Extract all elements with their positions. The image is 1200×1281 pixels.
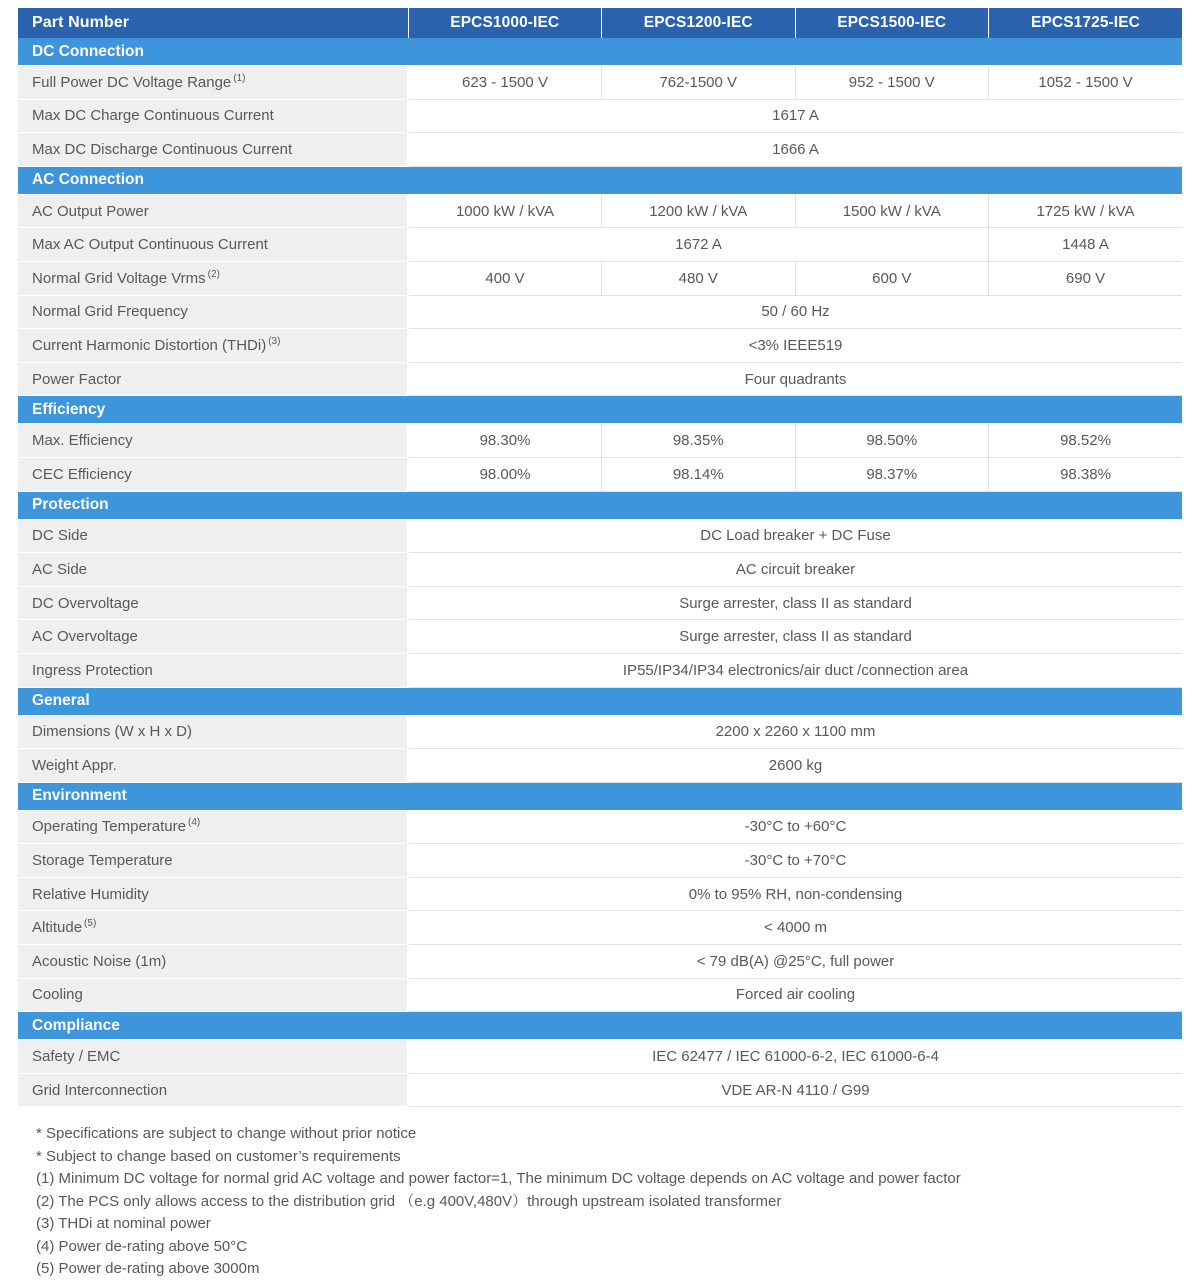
row-label-cell	[18, 295, 408, 329]
table-row	[18, 877, 1182, 911]
footnote-line: (1) Minimum DC voltage for normal grid AC voltage and power factor=1, The minimum DC voltage depends on AC voltage and power factor	[36, 1170, 961, 1188]
section-header-row	[18, 687, 1182, 715]
row-value-cell: 98.38%	[989, 457, 1183, 491]
section-title: Protection	[18, 491, 1182, 519]
table-row	[18, 66, 1182, 100]
footnotes-block	[18, 1123, 1182, 1281]
row-label-cell	[18, 66, 408, 100]
row-label: CEC Efficiency	[32, 465, 132, 483]
section-title: Efficiency	[18, 396, 1182, 424]
table-row	[18, 295, 1182, 329]
row-label-cell	[18, 362, 408, 396]
row-label-cell	[18, 586, 408, 620]
row-value-cell: 98.14%	[602, 457, 796, 491]
row-label: Cooling	[32, 986, 83, 1004]
row-value-cell: 600 V	[795, 261, 989, 295]
section-header-row	[18, 396, 1182, 424]
table-row	[18, 133, 1182, 167]
row-label: Max AC Output Continuous Current	[32, 236, 268, 254]
section-header-row	[18, 491, 1182, 519]
row-value-cell: 98.50%	[795, 424, 989, 458]
row-label-cell	[18, 1040, 408, 1074]
footnote-marker: (4)	[187, 817, 201, 829]
table-row	[18, 228, 1182, 262]
row-value-cell: DC Load breaker + DC Fuse	[408, 519, 1182, 553]
row-label: Relative Humidity	[32, 885, 149, 903]
row-value-cell: IEC 62477 / IEC 61000-6-2, IEC 61000-6-4	[408, 1040, 1182, 1074]
row-label-cell	[18, 329, 408, 363]
row-value-cell: Four quadrants	[408, 362, 1182, 396]
section-title: General	[18, 687, 1182, 715]
section-header-row	[18, 38, 1182, 66]
row-label-cell	[18, 261, 408, 295]
header-column-3: EPCS1500-IEC	[795, 8, 989, 38]
row-value-cell: 1000 kW / kVA	[408, 194, 602, 228]
row-value-cell: AC circuit breaker	[408, 553, 1182, 587]
row-label: Operating Temperature	[32, 818, 186, 836]
row-label-cell	[18, 457, 408, 491]
row-value-cell: 1666 A	[408, 133, 1182, 167]
row-value-cell: VDE AR-N 4110 / G99	[408, 1073, 1182, 1107]
section-header-row	[18, 166, 1182, 194]
row-value-cell: 1617 A	[408, 99, 1182, 133]
row-value-cell: 2200 x 2260 x 1100 mm	[408, 715, 1182, 749]
row-label-cell	[18, 620, 408, 654]
row-value-cell: 2600 kg	[408, 749, 1182, 783]
table-row	[18, 194, 1182, 228]
row-label: Power Factor	[32, 370, 122, 388]
row-label: Storage Temperature	[32, 852, 173, 870]
table-row	[18, 1073, 1182, 1107]
table-row	[18, 844, 1182, 878]
table-row	[18, 653, 1182, 687]
row-value-cell: 1200 kW / kVA	[602, 194, 796, 228]
table-row	[18, 749, 1182, 783]
row-label-cell	[18, 877, 408, 911]
footnote-marker: (3)	[268, 335, 281, 347]
footnote-marker: (1)	[233, 72, 246, 84]
row-value-cell: 952 - 1500 V	[795, 66, 989, 100]
row-label: AC Overvoltage	[32, 628, 138, 646]
row-label-cell	[18, 99, 408, 133]
table-header-row	[18, 8, 1182, 38]
table-row	[18, 519, 1182, 553]
row-value-cell: 623 - 1500 V	[408, 66, 602, 100]
footnote-line: (5) Power de-rating above 3000m	[36, 1260, 260, 1278]
row-label-cell	[18, 133, 408, 167]
row-value-cell: < 79 dB(A) @25°C, full power	[408, 945, 1182, 979]
row-value-cell: -30°C to +60°C	[408, 810, 1182, 844]
row-value-cell: 50 / 60 Hz	[408, 295, 1182, 329]
row-label-cell	[18, 553, 408, 587]
table-row	[18, 715, 1182, 749]
row-label-cell	[18, 844, 408, 878]
row-label: Altitude	[32, 919, 83, 937]
row-value-cell: 98.30%	[408, 424, 602, 458]
row-label-cell	[18, 715, 408, 749]
table-row	[18, 261, 1182, 295]
section-header-row	[18, 782, 1182, 810]
row-value-cell: 1725 kW / kVA	[989, 194, 1183, 228]
footnote-line: * Specifications are subject to change without prior notice	[36, 1125, 417, 1143]
footnote-line: (2) The PCS only allows access to the distribution grid （e.g 400V,480V）through upstream isolated transformer	[36, 1192, 782, 1210]
table-row	[18, 553, 1182, 587]
table-row	[18, 99, 1182, 133]
table-row	[18, 362, 1182, 396]
section-title: AC Connection	[18, 166, 1182, 194]
specifications-table	[18, 8, 1182, 1107]
header-part-number: Part Number	[18, 8, 408, 38]
row-label: Safety / EMC	[32, 1048, 121, 1066]
row-value-cell: 480 V	[602, 261, 796, 295]
row-label-cell	[18, 519, 408, 553]
row-label: AC Side	[32, 560, 88, 578]
row-value-cell: 762-1500 V	[602, 66, 796, 100]
row-value-cell: 98.37%	[795, 457, 989, 491]
row-value-cell: 98.35%	[602, 424, 796, 458]
row-value-cell: -30°C to +70°C	[408, 844, 1182, 878]
row-value-cell: 98.00%	[408, 457, 602, 491]
row-label: DC Side	[32, 527, 88, 545]
footnote-marker: (2)	[207, 268, 220, 280]
row-value-cell: 1500 kW / kVA	[795, 194, 989, 228]
section-header-row	[18, 1012, 1182, 1040]
row-label-cell	[18, 810, 408, 844]
row-value-cell: 400 V	[408, 261, 602, 295]
row-label: Dimensions (W x H x D)	[32, 723, 193, 741]
row-label-cell	[18, 978, 408, 1012]
row-label-cell	[18, 911, 408, 945]
row-label-cell	[18, 653, 408, 687]
row-label: Max DC Discharge Continuous Current	[32, 140, 293, 158]
table-row	[18, 329, 1182, 363]
header-column-1: EPCS1000-IEC	[408, 8, 602, 38]
row-label-cell	[18, 194, 408, 228]
table-row	[18, 978, 1182, 1012]
footnote-marker: (5)	[84, 918, 97, 930]
section-title: Environment	[18, 782, 1182, 810]
header-column-4: EPCS1725-IEC	[989, 8, 1183, 38]
header-column-2: EPCS1200-IEC	[602, 8, 796, 38]
row-value-cell: <3% IEEE519	[408, 329, 1182, 363]
row-label: Acoustic Noise (1m)	[32, 952, 167, 970]
row-label: Ingress Protection	[32, 661, 153, 679]
table-row	[18, 457, 1182, 491]
row-label: Max. Efficiency	[32, 432, 133, 450]
table-row	[18, 424, 1182, 458]
row-value-cell: < 4000 m	[408, 911, 1182, 945]
row-value-cell: 98.52%	[989, 424, 1183, 458]
row-label: Current Harmonic Distortion (THDi)	[32, 336, 267, 354]
footnote-line: (4) Power de-rating above 50°C	[36, 1237, 248, 1255]
row-value-cell: 1448 A	[989, 228, 1183, 262]
section-title: Compliance	[18, 1012, 1182, 1040]
row-label: AC Output Power	[32, 202, 149, 220]
row-label-cell	[18, 228, 408, 262]
row-label: Weight Appr.	[32, 756, 117, 774]
table-row	[18, 620, 1182, 654]
row-label: DC Overvoltage	[32, 594, 139, 612]
table-row	[18, 810, 1182, 844]
row-value-cell: Forced air cooling	[408, 978, 1182, 1012]
row-label-cell	[18, 424, 408, 458]
row-value-cell: 690 V	[989, 261, 1183, 295]
footnote-line: * Subject to change based on customer’s requirements	[36, 1147, 401, 1165]
row-value-cell: IP55/IP34/IP34 electronics/air duct /connection area	[408, 653, 1182, 687]
footnote-line: (3) THDi at nominal power	[36, 1215, 211, 1233]
row-value-cell: Surge arrester, class II as standard	[408, 586, 1182, 620]
table-body	[18, 8, 1182, 1107]
row-label-cell	[18, 945, 408, 979]
row-label-cell	[18, 749, 408, 783]
table-row	[18, 1040, 1182, 1074]
table-row	[18, 586, 1182, 620]
section-title: DC Connection	[18, 38, 1182, 66]
row-value-cell: 1052 - 1500 V	[989, 66, 1183, 100]
row-label: Full Power DC Voltage Range	[32, 73, 232, 91]
table-row	[18, 911, 1182, 945]
table-row	[18, 945, 1182, 979]
row-value-cell: Surge arrester, class II as standard	[408, 620, 1182, 654]
row-label: Max DC Charge Continuous Current	[32, 107, 274, 125]
row-label-cell	[18, 1073, 408, 1107]
row-value-cell: 0% to 95% RH, non-condensing	[408, 877, 1182, 911]
row-label: Grid Interconnection	[32, 1081, 168, 1099]
row-label: Normal Grid Voltage Vrms	[32, 269, 206, 287]
row-value-cell: 1672 A	[408, 228, 989, 262]
row-label: Normal Grid Frequency	[32, 303, 188, 321]
